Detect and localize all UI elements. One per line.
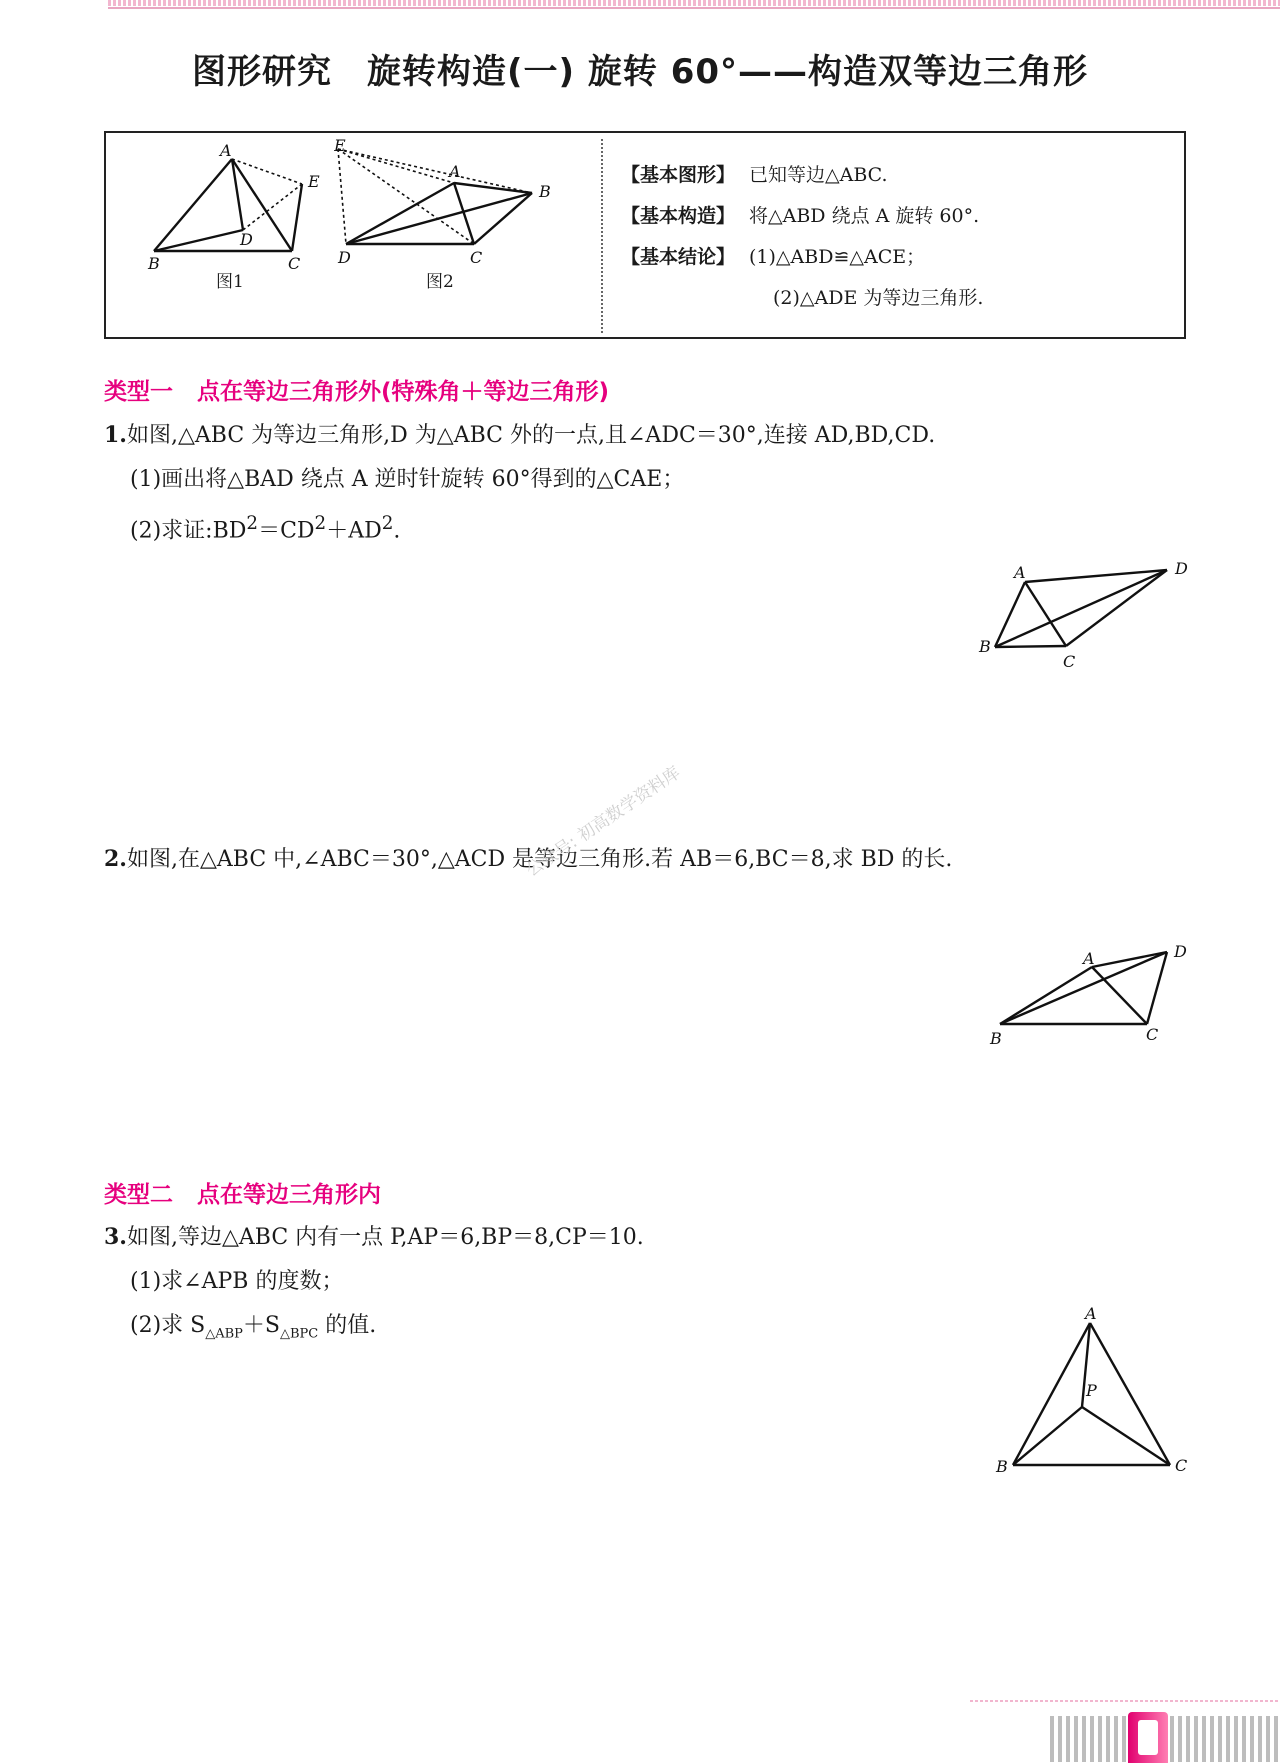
p2-seg-cd bbox=[1147, 952, 1167, 1024]
info-key: 【基本结论】 bbox=[621, 246, 736, 268]
p3-label-p: P bbox=[1086, 1381, 1097, 1400]
p1-seg-bc bbox=[995, 646, 1066, 647]
fig2-label-e: E bbox=[334, 139, 346, 155]
p1-seg-ac bbox=[1025, 582, 1066, 646]
problem-1-diagram bbox=[975, 555, 1195, 675]
problem-number: 3. bbox=[104, 1224, 127, 1250]
info-key: 【基本图形】 bbox=[621, 164, 736, 186]
p3-label-c: C bbox=[1175, 1456, 1188, 1475]
fig2-seg-ad bbox=[346, 183, 454, 244]
fig1-seg-bd bbox=[154, 230, 243, 251]
basic-info bbox=[621, 155, 983, 319]
fig1-label-b: B bbox=[148, 254, 160, 273]
info-key: 【基本构造】 bbox=[621, 205, 736, 227]
problem-3-stem-line bbox=[104, 1215, 644, 1260]
fig1-seg-ae bbox=[232, 159, 302, 184]
problem-1-part-2: (2)求证$:BD^2=CD^2+AD^2$. bbox=[130, 513, 401, 544]
problem-2-stem: 如图,在△ABC 中,∠ABC＝30°,△ACD 是等边三角形.若 AB＝6,BC＝8,求 BD 的长. bbox=[126, 847, 953, 872]
basic-figure-box bbox=[104, 131, 1186, 339]
p3-seg-ac bbox=[1090, 1323, 1170, 1465]
section-heading-type1 bbox=[104, 373, 609, 406]
fig1-label-e: E bbox=[308, 172, 320, 191]
page-tab-decoration bbox=[1128, 1712, 1168, 1763]
p1-label-a: A bbox=[1014, 563, 1026, 582]
problem-number: 1. bbox=[104, 422, 127, 448]
fig1-seg-ad bbox=[232, 159, 243, 230]
p1-seg-ab bbox=[995, 582, 1025, 647]
fig1-label-c: C bbox=[288, 254, 301, 273]
section-label: 类型二 bbox=[104, 1182, 173, 1208]
section-text: 点在等边三角形外(特殊角＋等边三角形) bbox=[197, 379, 610, 405]
fig2-label-d: D bbox=[338, 248, 351, 267]
fig1-seg-ce bbox=[292, 184, 302, 251]
problem-3 bbox=[104, 1215, 644, 1356]
info-row-basic-figure bbox=[621, 155, 983, 196]
page-title: 图形研究 旋转构造(一) 旋转 60°——构造双等边三角形 bbox=[191, 52, 1089, 92]
problem-1-stem: 如图,△ABC 为等边三角形,D 为△ABC 外的一点,且∠ADC＝30°,连接 AD,BD,CD. bbox=[126, 423, 936, 448]
p1-label-c: C bbox=[1063, 652, 1076, 671]
p3-seg-ab bbox=[1013, 1323, 1090, 1465]
problem-2-diagram bbox=[980, 935, 1200, 1050]
info-value: 将△ABD 绕点 A 旋转 60°. bbox=[749, 205, 980, 227]
watermark: 公众号: 初高数学资料库 bbox=[522, 762, 685, 881]
problem-3-diagram bbox=[990, 1305, 1200, 1485]
p3-seg-bp bbox=[1013, 1407, 1082, 1465]
problem-number: 2. bbox=[104, 846, 127, 872]
problem-1 bbox=[104, 413, 935, 553]
footer-decorative-rule bbox=[970, 1700, 1280, 1702]
p2-label-c: C bbox=[1146, 1025, 1159, 1044]
problem-1-stem-line bbox=[104, 413, 935, 458]
fig2-seg-ea bbox=[338, 149, 454, 183]
p1-label-b: B bbox=[979, 637, 991, 656]
section-label: 类型一 bbox=[104, 379, 173, 405]
fig2-label-a: A bbox=[449, 162, 461, 181]
section-text: 点在等边三角形内 bbox=[197, 1182, 381, 1208]
p3-label-a: A bbox=[1085, 1305, 1097, 1323]
problem-3-stem: 如图,等边△ABC 内有一点 P,AP＝6,BP＝8,CP＝10. bbox=[126, 1225, 644, 1250]
p3-seg-cp bbox=[1082, 1407, 1170, 1465]
p2-seg-ad bbox=[1092, 952, 1167, 967]
p3-label-b: B bbox=[996, 1457, 1008, 1476]
problem-1-part-1: (1)画出将△BAD 绕点 A 逆时针旋转 60°得到的△CAE； bbox=[130, 467, 685, 492]
fig1-label-a: A bbox=[220, 141, 232, 160]
p2-label-d: D bbox=[1174, 942, 1187, 961]
problem-3-part-2: (2)求 $S_{\triangle ABP}+S_{\triangle BPC}$ 的值. bbox=[130, 1313, 377, 1342]
section-heading-type2 bbox=[104, 1176, 381, 1209]
info-row-basic-conclusion bbox=[621, 237, 983, 278]
info-conclusion-2: (2)△ADE 为等边三角形. bbox=[773, 287, 984, 309]
problem-3-part-1: (1)求∠APB 的度数； bbox=[130, 1269, 344, 1294]
fig2-seg-ed bbox=[338, 149, 346, 244]
fig1-seg-ab bbox=[154, 159, 232, 251]
fig2-seg-ab bbox=[454, 183, 532, 193]
info-value: 已知等边△ABC. bbox=[749, 164, 888, 186]
p2-seg-ba bbox=[1000, 967, 1092, 1024]
fig1-label-d: D bbox=[240, 230, 253, 249]
top-decorative-line bbox=[108, 7, 1280, 9]
fig2-seg-eb bbox=[338, 149, 532, 193]
fig2-caption: 图2 bbox=[426, 272, 454, 292]
p2-label-a: A bbox=[1083, 949, 1095, 968]
fig1-caption: 图1 bbox=[216, 272, 244, 292]
p1-label-d: D bbox=[1175, 559, 1188, 578]
p2-label-b: B bbox=[990, 1029, 1002, 1048]
info-row-basic-construction bbox=[621, 196, 983, 237]
p2-seg-ac bbox=[1092, 967, 1147, 1024]
fig2-label-b: B bbox=[539, 182, 551, 201]
box-divider bbox=[601, 139, 603, 333]
fig2-label-c: C bbox=[470, 248, 483, 267]
info-value: (1)△ABD≌△ACE； bbox=[749, 246, 926, 268]
top-decorative-rule bbox=[108, 0, 1280, 6]
